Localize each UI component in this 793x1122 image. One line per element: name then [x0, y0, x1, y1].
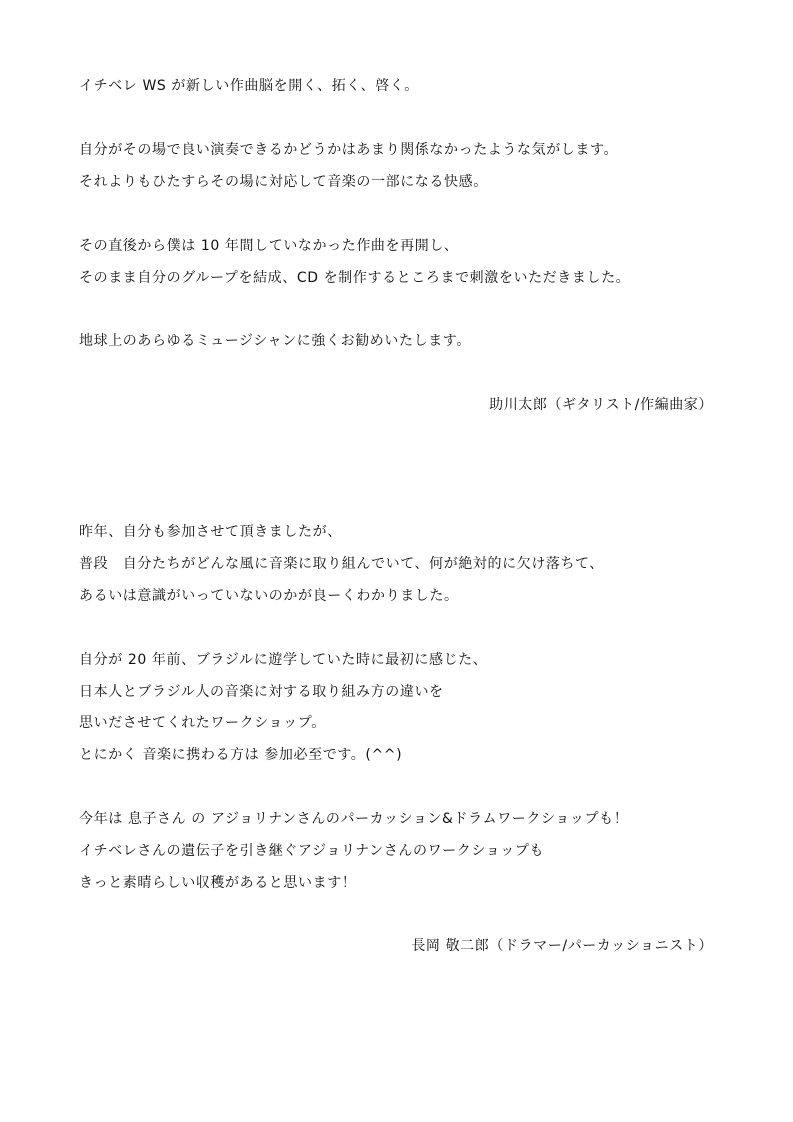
- text-line: 今年は 息子さん の アジョリナンさんのパーカッション&ドラムワークショップも！: [79, 811, 629, 827]
- text-line: 自分が 20 年前、ブラジルに遊学していた時に最初に感じた、: [79, 652, 488, 668]
- text-line: 自分がその場で良い演奏できるかどうかはあまり関係なかったような気がします。: [79, 142, 619, 158]
- text-line: 普段 自分たちがどんな風に音楽に取り組んでいて、何が絶対的に欠け落ちて、: [79, 556, 604, 572]
- signature-sukekawa: 助川太郎（ギタリスト/作編曲家）: [489, 397, 713, 413]
- text-line: きっと素晴らしい収穫があると思います！: [79, 875, 357, 891]
- text-line: イチベレ WS が新しい作曲脳を開く、拓く、啓く。: [79, 78, 419, 94]
- text-line: その直後から僕は 10 年間していなかった作曲を再開し、: [79, 238, 459, 254]
- text-line: イチベレさんの遺伝子を引き継ぐアジョリナンさんのワークショップも: [79, 843, 545, 859]
- text-line: そのまま自分のグループを結成、CD を制作するところまで刺激をいただきました。: [79, 270, 631, 286]
- text-line: 思いださせてくれたワークショップ。: [79, 715, 326, 731]
- text-line: 地球上のあらゆるミュージシャンに強くお勧めいたします。: [79, 333, 471, 349]
- text-line: 日本人とブラジル人の音楽に対する取り組み方の違いを: [79, 684, 444, 700]
- text-line: とにかく 音楽に携わる方は 参加必至です。(^^): [79, 747, 403, 763]
- signature-nagaoka: 長岡 敬二郎（ドラマー/パーカッショニスト）: [411, 938, 713, 954]
- text-line: あるいは意識がいっていないのかが良ーくわかりました。: [79, 588, 459, 604]
- text-line: それよりもひたすらその場に対応して音楽の一部になる快感。: [79, 174, 488, 190]
- text-line: 昨年、自分も参加させて頂きましたが、: [79, 524, 342, 540]
